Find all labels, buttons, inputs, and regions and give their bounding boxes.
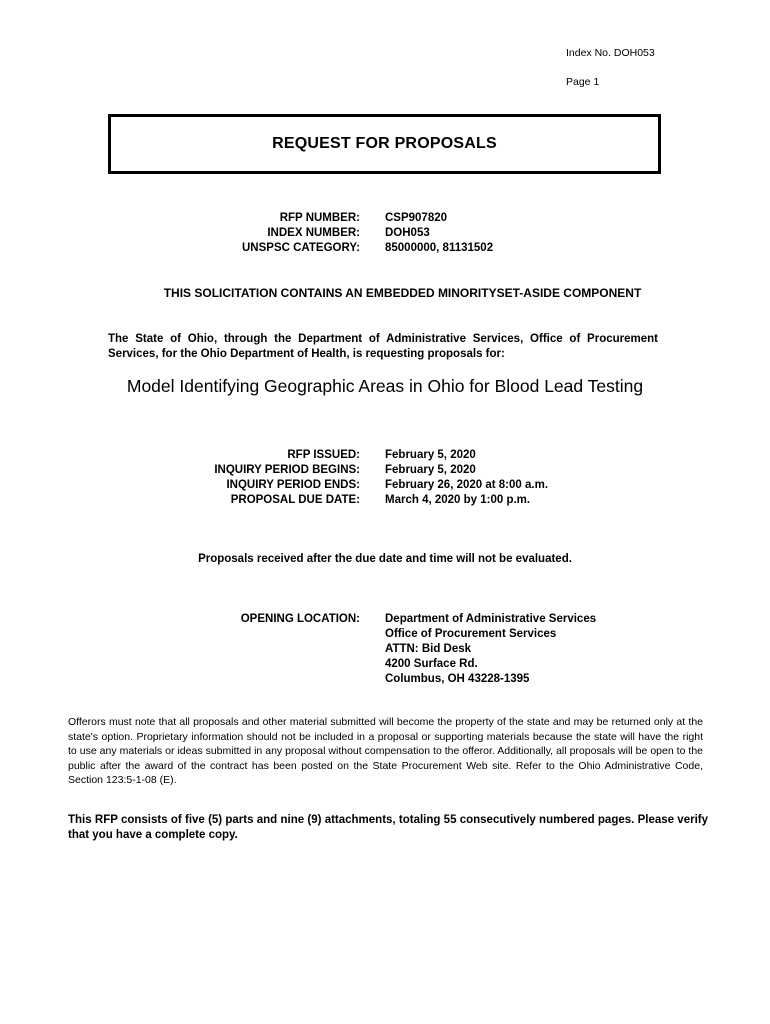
rfp-page-count-notice: This RFP consists of five (5) parts and nine (9) attachments, totaling 55 consecutively numbered pages. Please verify that you have a complete copy.	[68, 814, 708, 841]
opening-location-line: Department of Administrative Services	[385, 613, 597, 625]
proposal-due-label: PROPOSAL DUE DATE:	[230, 494, 360, 506]
late-proposal-notice: Proposals received after the due date and time will not be evaluated.	[198, 553, 572, 565]
opening-location-label: OPENING LOCATION:	[240, 613, 360, 625]
rfp-issued-label: RFP ISSUED:	[287, 449, 360, 461]
index-number-header: Index No. DOH053	[566, 47, 655, 59]
unspsc-category-value: 85000000, 81131502	[385, 242, 494, 254]
rfp-number-label: RFP NUMBER:	[279, 212, 360, 224]
opening-location-line: Office of Procurement Services	[385, 628, 557, 640]
intro-paragraph: The State of Ohio, through the Department of Administrative Services, Office of Procurement Services, for the Ohio Department of Health, is requesting proposals for:	[108, 333, 658, 360]
inquiry-begins-value: February 5, 2020	[385, 464, 476, 476]
disclaimer-paragraph: Offerors must note that all proposals and other material submitted will become the property of the state and may be returned only at the state's option. Proprietary information should not be included in a proposal or supporting materials because the state will have the right to use any materials or ideas submitted in any proposal without compensation to the offeror. Additionally, all proposals will be open to the public after the award of the contract has been posted on the State Procurement Web site. Refer to the Ohio Administrative Code, Section 123:5-1-08 (E).	[68, 716, 703, 786]
index-number-value: DOH053	[385, 227, 430, 239]
unspsc-category-label: UNSPSC CATEGORY:	[242, 242, 360, 254]
project-title: Model Identifying Geographic Areas in Ohio for Blood Lead Testing	[126, 376, 644, 396]
opening-location-line: Columbus, OH 43228-1395	[385, 673, 530, 685]
proposal-due-value: March 4, 2020 by 1:00 p.m.	[385, 494, 531, 506]
opening-location-line: 4200 Surface Rd.	[385, 658, 478, 670]
index-number-label: INDEX NUMBER:	[267, 227, 360, 239]
minority-set-aside-notice: THIS SOLICITATION CONTAINS AN EMBEDDED MINORITYSET-ASIDE COMPONENT	[163, 286, 642, 300]
title-box	[108, 114, 661, 174]
rfp-issued-value: February 5, 2020	[385, 449, 476, 461]
rfp-number-value: CSP907820	[385, 212, 448, 224]
inquiry-ends-value: February 26, 2020 at 8:00 a.m.	[385, 479, 549, 491]
document-title: REQUEST FOR PROPOSALS	[272, 135, 497, 152]
page-number-header: Page 1	[566, 76, 600, 88]
inquiry-ends-label: INQUIRY PERIOD ENDS:	[226, 479, 360, 491]
inquiry-begins-label: INQUIRY PERIOD BEGINS:	[214, 464, 360, 476]
opening-location-line: ATTN: Bid Desk	[385, 643, 472, 655]
